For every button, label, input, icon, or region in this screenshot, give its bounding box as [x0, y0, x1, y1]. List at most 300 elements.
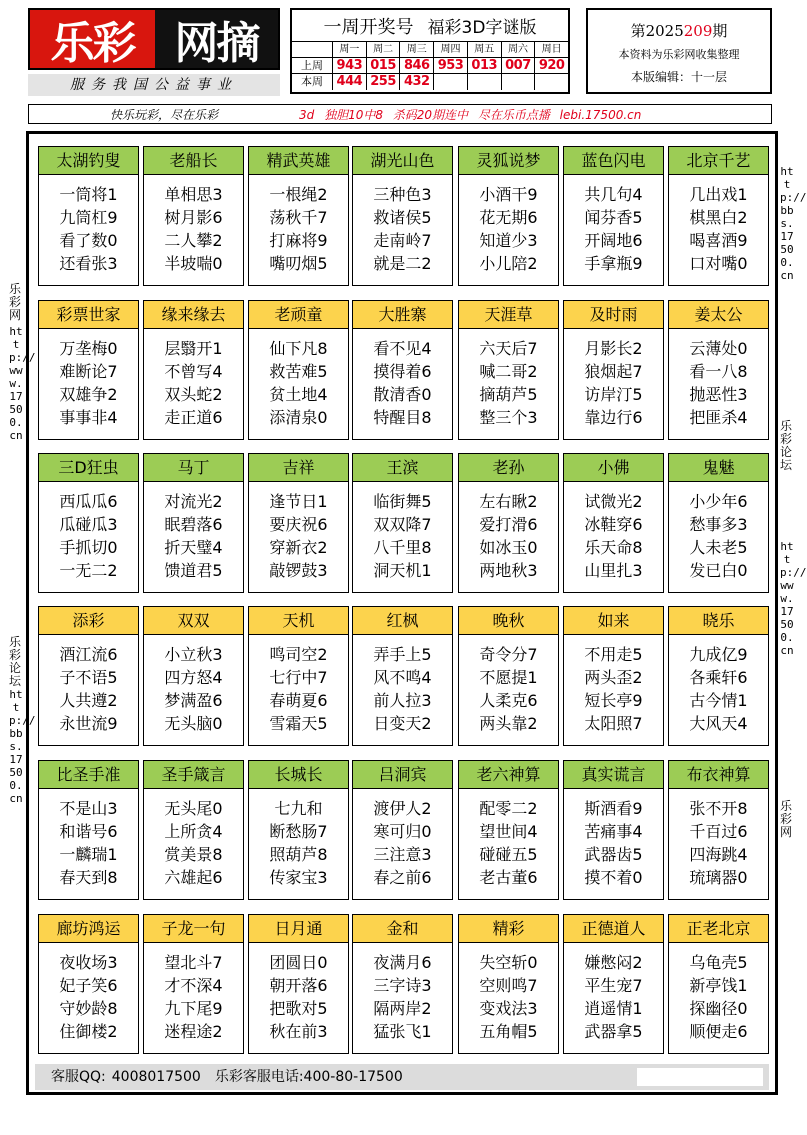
puzzle-line: 人未老5 [689, 538, 748, 557]
card-author: 正老北京 [669, 915, 768, 943]
issue-suffix: 期 [712, 22, 728, 40]
puzzle-line: 不曾写4 [164, 362, 223, 381]
puzzle-card [563, 453, 664, 593]
puzzle-card [352, 914, 453, 1054]
puzzle-line: 一无二2 [59, 561, 118, 580]
puzzle-line: 各乘轩6 [689, 668, 748, 687]
puzzle-line: 双雄争2 [59, 385, 118, 404]
puzzle-card [563, 914, 664, 1054]
puzzle-card [458, 606, 559, 746]
draw-results-box [290, 8, 570, 94]
card-lines [459, 635, 558, 735]
puzzle-line: 梦满盈6 [164, 691, 223, 710]
card-author: 比圣手准 [39, 761, 138, 789]
puzzle-line: 寒可归0 [373, 822, 432, 841]
card-lines [459, 175, 558, 275]
puzzle-card [248, 760, 349, 900]
side-right-forum-url[interactable]: http://bbs.17500.cn [780, 165, 807, 282]
puzzle-line: 发已白0 [689, 561, 748, 580]
draw-number: 846 [399, 58, 433, 73]
puzzle-card [668, 914, 769, 1054]
draw-number: 432 [399, 74, 433, 90]
draw-day-header [292, 42, 568, 58]
card-lines [39, 635, 138, 735]
puzzle-line: 九成亿9 [689, 645, 748, 664]
puzzle-card [458, 453, 559, 593]
card-author: 天机 [249, 607, 348, 635]
puzzle-line: 两地秋3 [479, 561, 538, 580]
puzzle-line: 云薄处0 [689, 339, 748, 358]
draw-number: 953 [433, 58, 467, 73]
logo [28, 8, 280, 70]
puzzle-line: 四海跳4 [689, 845, 748, 864]
puzzle-card [248, 606, 349, 746]
puzzle-card [668, 146, 769, 286]
puzzle-line: 空则鸣7 [479, 976, 538, 995]
puzzle-line: 妃子笑6 [59, 976, 118, 995]
card-author: 缘来缘去 [144, 301, 243, 329]
puzzle-line: 四方怒4 [164, 668, 223, 687]
puzzle-line: 平生宠7 [584, 976, 643, 995]
puzzle-card [563, 300, 664, 440]
side-right-name: 乐彩网 [779, 799, 792, 839]
card-author: 长城长 [249, 761, 348, 789]
puzzle-card [563, 146, 664, 286]
puzzle-line: 树月影6 [164, 208, 223, 227]
puzzle-line: 月影长2 [584, 339, 643, 358]
side-right-url[interactable]: http://www.17500.cn [780, 540, 807, 657]
puzzle-card [563, 760, 664, 900]
puzzle-line: 两头歪2 [584, 668, 643, 687]
day-label: 周二 [366, 42, 400, 57]
card-author: 红枫 [353, 607, 452, 635]
puzzle-line: 顺便走6 [689, 1022, 748, 1041]
puzzle-line: 半坡喘0 [164, 254, 223, 273]
puzzle-card [143, 146, 244, 286]
card-lines [144, 329, 243, 429]
card-lines [144, 789, 243, 889]
card-lines [39, 175, 138, 275]
puzzle-card [143, 300, 244, 440]
card-author: 吉祥 [249, 454, 348, 482]
puzzle-line: 摸不着0 [584, 868, 643, 887]
puzzle-line: 九下尾9 [164, 999, 223, 1018]
puzzle-line: 棋黑白2 [689, 208, 748, 227]
puzzle-line: 无头尾0 [164, 799, 223, 818]
puzzle-line: 斯酒看9 [584, 799, 643, 818]
puzzle-line: 把匪杀4 [689, 408, 748, 427]
puzzle-line: 走南岭7 [373, 231, 432, 250]
side-left-url[interactable]: http://www.17500.cn [9, 325, 36, 442]
draw-row-label: 本周 [301, 75, 323, 88]
draw-number [534, 74, 568, 90]
puzzle-line: 守妙龄8 [59, 999, 118, 1018]
promo-bar [28, 104, 772, 124]
card-author: 吕洞宾 [353, 761, 452, 789]
puzzle-line: 赏美景8 [164, 845, 223, 864]
puzzle-line: 朝开落6 [269, 976, 328, 995]
card-author: 灵狐说梦 [459, 147, 558, 175]
puzzle-line: 知道少3 [479, 231, 538, 250]
puzzle-line: 摸得着6 [373, 362, 432, 381]
card-lines [249, 175, 348, 275]
puzzle-line: 断愁肠7 [269, 822, 328, 841]
puzzle-line: 靠边行6 [584, 408, 643, 427]
card-lines [249, 329, 348, 429]
puzzle-card [143, 606, 244, 746]
puzzle-line: 望世间4 [479, 822, 538, 841]
card-author: 太湖钓叟 [39, 147, 138, 175]
card-author: 三D狂虫 [39, 454, 138, 482]
draw-number: 444 [332, 74, 366, 90]
card-lines [564, 329, 663, 429]
puzzle-card [668, 300, 769, 440]
puzzle-line: 双双降7 [373, 515, 432, 534]
issue-prefix: 第 [630, 22, 646, 40]
puzzle-line: 爱打滑6 [479, 515, 538, 534]
card-lines [353, 789, 452, 889]
puzzle-line: 八千里8 [373, 538, 432, 557]
puzzle-line: 狼烟起7 [584, 362, 643, 381]
puzzle-line: 七九和 [274, 799, 323, 818]
card-lines [564, 943, 663, 1043]
draw-number: 013 [467, 58, 501, 73]
issue-year: 2025 [645, 22, 684, 40]
puzzle-line: 武器拿5 [584, 1022, 643, 1041]
card-lines [39, 482, 138, 582]
card-lines [144, 943, 243, 1043]
puzzle-line: 仙下凡8 [269, 339, 328, 358]
draw-header-blank [292, 42, 332, 57]
puzzle-line: 闻芬香5 [584, 208, 643, 227]
puzzle-line: 打麻将9 [269, 231, 328, 250]
card-author: 真实谎言 [564, 761, 663, 789]
puzzle-line: 抛恶性3 [689, 385, 748, 404]
puzzle-line: 上所贪4 [164, 822, 223, 841]
card-lines [39, 789, 138, 889]
puzzle-line: 把歌对5 [269, 999, 328, 1018]
side-left-forum-url[interactable]: http://bbs.17500.cn [9, 688, 36, 805]
card-author: 北京千艺 [669, 147, 768, 175]
puzzle-line: 山里扎3 [584, 561, 643, 580]
puzzle-card [352, 606, 453, 746]
promo-right-link[interactable]: 3d 独胆10中8 杀码20期连中 尽在乐币点播 lebi.17500.cn [299, 107, 642, 122]
puzzle-line: 春天到8 [59, 868, 118, 887]
puzzle-line: 三字诗3 [373, 976, 432, 995]
card-lines [459, 789, 558, 889]
puzzle-line: 难断论7 [59, 362, 118, 381]
slogan: 服务我国公益事业 [28, 74, 280, 96]
puzzle-line: 手抓切0 [59, 538, 118, 557]
puzzle-line: 不愿提1 [479, 668, 538, 687]
puzzle-line: 小立秋3 [164, 645, 223, 664]
puzzle-line: 不用走5 [584, 645, 643, 664]
puzzle-line: 万垄梅0 [59, 339, 118, 358]
card-lines [144, 482, 243, 582]
puzzle-line: 三注意3 [373, 845, 432, 864]
card-author: 老六神算 [459, 761, 558, 789]
card-author: 王滨 [353, 454, 452, 482]
card-lines [249, 482, 348, 582]
puzzle-line: 武器齿5 [584, 845, 643, 864]
puzzle-line: 临街舞5 [373, 492, 432, 511]
puzzle-line: 救苦难5 [269, 362, 328, 381]
puzzle-line: 荡秋千7 [269, 208, 328, 227]
card-lines [459, 943, 558, 1043]
puzzle-line: 开阔地6 [584, 231, 643, 250]
issue-editor: 本版编辑：十一层 [630, 70, 727, 84]
puzzle-line: 不是山3 [59, 799, 118, 818]
puzzle-card [38, 914, 139, 1054]
puzzle-line: 碰碰五5 [479, 845, 538, 864]
draw-row-label: 上周 [301, 59, 323, 72]
puzzle-line: 六天后7 [479, 339, 538, 358]
card-author: 老孙 [459, 454, 558, 482]
puzzle-line: 苦痛事4 [584, 822, 643, 841]
side-right-forum: 乐彩论坛 [779, 419, 792, 472]
puzzle-line: 五角帽5 [479, 1022, 538, 1041]
puzzle-card [458, 760, 559, 900]
puzzle-line: 看了数0 [59, 231, 118, 250]
draw-row-last-week [292, 58, 568, 74]
puzzle-card [248, 300, 349, 440]
day-label: 周一 [332, 42, 366, 57]
puzzle-card [458, 300, 559, 440]
card-author: 大胜寨 [353, 301, 452, 329]
card-author: 金和 [353, 915, 452, 943]
puzzle-line: 才不深4 [164, 976, 223, 995]
puzzle-line: 层翳开1 [164, 339, 223, 358]
card-author: 姜太公 [669, 301, 768, 329]
draw-number [433, 74, 467, 90]
card-author: 湖光山色 [353, 147, 452, 175]
puzzle-line: 人柔克6 [479, 691, 538, 710]
puzzle-line: 失空斩0 [479, 953, 538, 972]
puzzle-line: 单相思3 [164, 185, 223, 204]
puzzle-line: 弄手上5 [373, 645, 432, 664]
card-author: 天涯草 [459, 301, 558, 329]
card-lines [564, 175, 663, 275]
puzzle-line: 喊二哥2 [479, 362, 538, 381]
card-lines [39, 329, 138, 429]
day-label: 周日 [534, 42, 568, 57]
card-author: 子龙一句 [144, 915, 243, 943]
card-author: 布衣神算 [669, 761, 768, 789]
card-author: 马丁 [144, 454, 243, 482]
puzzle-line: 口对嘴0 [689, 254, 748, 273]
puzzle-line: 小儿陪2 [479, 254, 538, 273]
puzzle-card [248, 146, 349, 286]
card-lines [669, 943, 768, 1043]
puzzle-card [352, 760, 453, 900]
puzzle-line: 春萌夏6 [269, 691, 328, 710]
puzzle-line: 隔两岸2 [373, 999, 432, 1018]
footer [35, 1064, 769, 1090]
card-lines [459, 482, 558, 582]
day-label: 周六 [501, 42, 535, 57]
puzzle-frame [26, 131, 778, 1095]
issue-box [586, 8, 772, 94]
puzzle-line: 乌龟壳5 [689, 953, 748, 972]
puzzle-line: 短长亭9 [584, 691, 643, 710]
draw-number: 007 [501, 58, 535, 73]
puzzle-line: 手拿瓶9 [584, 254, 643, 273]
puzzle-line: 几出戏1 [689, 185, 748, 204]
card-lines [39, 943, 138, 1043]
puzzle-line: 张不开8 [689, 799, 748, 818]
puzzle-line: 就是二2 [373, 254, 432, 273]
puzzle-line: 小酒干9 [479, 185, 538, 204]
side-left-forum: 乐彩论坛 [8, 635, 21, 688]
puzzle-line: 对流光2 [164, 492, 223, 511]
card-author: 精彩 [459, 915, 558, 943]
puzzle-card [352, 453, 453, 593]
puzzle-line: 瓜碰瓜3 [59, 515, 118, 534]
card-lines [564, 635, 663, 735]
puzzle-line: 古今情1 [689, 691, 748, 710]
puzzle-line: 整三个3 [479, 408, 538, 427]
card-author: 鬼魅 [669, 454, 768, 482]
draw-row-this-week [292, 74, 568, 90]
card-lines [353, 175, 452, 275]
card-author: 圣手箴言 [144, 761, 243, 789]
card-author: 晓乐 [669, 607, 768, 635]
card-lines [669, 635, 768, 735]
puzzle-line: 摘葫芦5 [479, 385, 538, 404]
puzzle-line: 花无期6 [479, 208, 538, 227]
puzzle-line: 两头靠2 [479, 714, 538, 733]
puzzle-line: 愁事多3 [689, 515, 748, 534]
promo-left: 快乐玩彩，尽在乐彩 [109, 107, 218, 122]
puzzle-line: 折天璧4 [164, 538, 223, 557]
puzzle-line: 冰鞋穿6 [584, 515, 643, 534]
puzzle-line: 七行中7 [269, 668, 328, 687]
puzzle-line: 添清泉0 [269, 408, 328, 427]
puzzle-line: 一筒将1 [59, 185, 118, 204]
draw-title: 一周开奖号 [323, 16, 414, 38]
puzzle-card [458, 146, 559, 286]
card-lines [564, 482, 663, 582]
card-lines [669, 329, 768, 429]
puzzle-card [563, 606, 664, 746]
puzzle-line: 秋在前3 [269, 1022, 328, 1041]
puzzle-card [143, 914, 244, 1054]
puzzle-line: 六雄起6 [164, 868, 223, 887]
card-lines [249, 789, 348, 889]
puzzle-card [352, 300, 453, 440]
puzzle-line: 人共遵2 [59, 691, 118, 710]
puzzle-line: 西瓜瓜6 [59, 492, 118, 511]
puzzle-card [352, 146, 453, 286]
puzzle-line: 喝喜酒9 [689, 231, 748, 250]
card-lines [249, 943, 348, 1043]
puzzle-line: 如冰玉0 [479, 538, 538, 557]
puzzle-line: 试微光2 [584, 492, 643, 511]
puzzle-line: 三种色3 [373, 185, 432, 204]
footer-phone: 乐彩客服电话:400-80-17500 [214, 1069, 403, 1085]
puzzle-line: 日变天2 [373, 714, 432, 733]
draw-number: 920 [534, 58, 568, 73]
puzzle-line: 贫土地4 [269, 385, 328, 404]
card-author: 精武英雄 [249, 147, 348, 175]
day-label: 周三 [399, 42, 433, 57]
puzzle-line: 琉璃器0 [689, 868, 748, 887]
puzzle-line: 配零二2 [479, 799, 538, 818]
card-lines [669, 789, 768, 889]
puzzle-line: 照葫芦8 [269, 845, 328, 864]
card-lines [669, 175, 768, 275]
puzzle-line: 探幽径0 [689, 999, 748, 1018]
puzzle-line: 永世流9 [59, 714, 118, 733]
puzzle-line: 访岸汀5 [584, 385, 643, 404]
card-author: 日月通 [249, 915, 348, 943]
card-author: 蓝色闪电 [564, 147, 663, 175]
puzzle-line: 一麟瑞1 [59, 845, 118, 864]
puzzle-line: 九筒杠9 [59, 208, 118, 227]
puzzle-line: 敲锣鼓3 [269, 561, 328, 580]
puzzle-line: 看一八8 [689, 362, 748, 381]
puzzle-line: 眠碧落6 [164, 515, 223, 534]
puzzle-card [668, 760, 769, 900]
puzzle-card [38, 453, 139, 593]
side-left-name: 乐彩网 [8, 282, 21, 322]
puzzle-line: 特醒目8 [373, 408, 432, 427]
logo-left: 乐彩 [30, 10, 155, 68]
puzzle-line: 变戏法3 [479, 999, 538, 1018]
puzzle-line: 老古董6 [479, 868, 538, 887]
puzzle-line: 渡伊人2 [373, 799, 432, 818]
puzzle-line: 千百过6 [689, 822, 748, 841]
puzzle-line: 散清香0 [373, 385, 432, 404]
puzzle-line: 住御楼2 [59, 1022, 118, 1041]
puzzle-line: 救诸侯5 [373, 208, 432, 227]
day-label: 周四 [433, 42, 467, 57]
puzzle-line: 前人拉3 [373, 691, 432, 710]
card-lines [144, 175, 243, 275]
footer-qq-label: 客服QQ: [51, 1069, 106, 1085]
puzzle-line: 鸣司空2 [269, 645, 328, 664]
puzzle-card [143, 453, 244, 593]
puzzle-line: 夜满月6 [373, 953, 432, 972]
puzzle-card [458, 914, 559, 1054]
footer-blank-box [637, 1068, 763, 1086]
card-author: 及时雨 [564, 301, 663, 329]
puzzle-line: 要庆祝6 [269, 515, 328, 534]
puzzle-line: 望北斗7 [164, 953, 223, 972]
puzzle-card [38, 606, 139, 746]
puzzle-line: 逍遥情1 [584, 999, 643, 1018]
puzzle-line: 酒江流6 [59, 645, 118, 664]
issue-num: 209 [683, 22, 713, 40]
card-author: 双双 [144, 607, 243, 635]
puzzle-line: 事事非4 [59, 408, 118, 427]
puzzle-line: 还看张3 [59, 254, 118, 273]
puzzle-line: 左右瞅2 [479, 492, 538, 511]
puzzle-line: 新亭饯1 [689, 976, 748, 995]
card-author: 小佛 [564, 454, 663, 482]
draw-number: 015 [366, 58, 400, 73]
puzzle-line: 夜收场3 [59, 953, 118, 972]
puzzle-line: 风不鸣4 [373, 668, 432, 687]
card-author: 如来 [564, 607, 663, 635]
puzzle-line: 大风天4 [689, 714, 748, 733]
card-lines [144, 635, 243, 735]
issue-source: 本资料为乐彩网收集整理 [618, 48, 740, 61]
draw-subtitle: 福彩3D字谜版 [427, 18, 537, 38]
puzzle-card [248, 453, 349, 593]
card-lines [353, 635, 452, 735]
puzzle-card [668, 453, 769, 593]
